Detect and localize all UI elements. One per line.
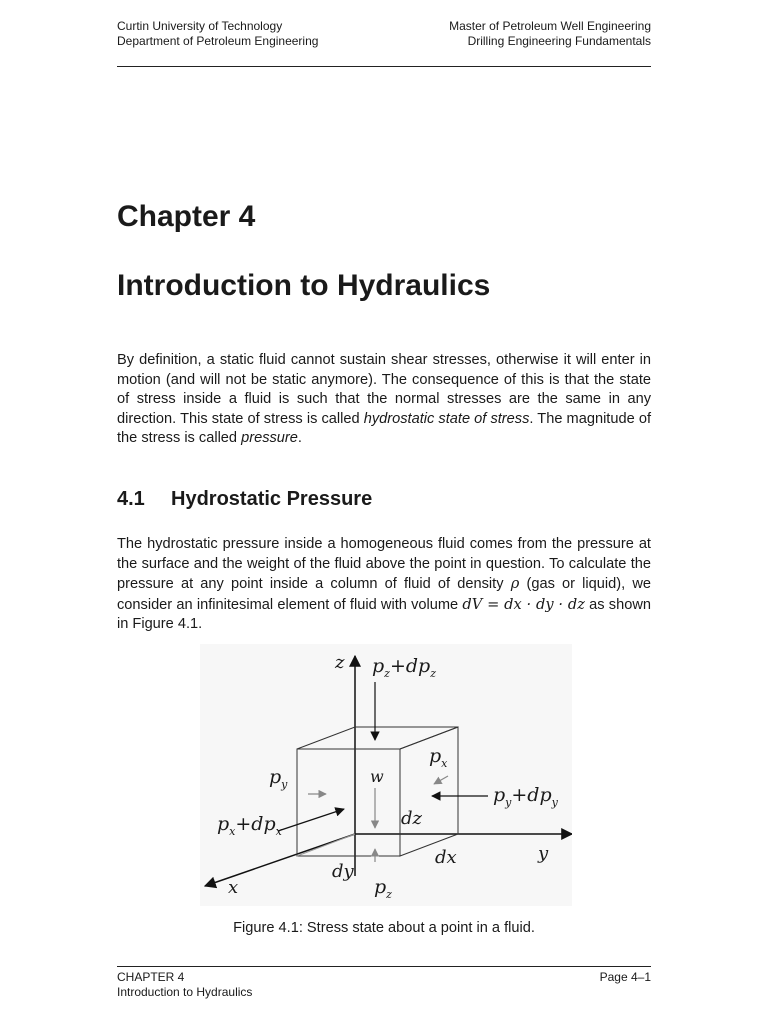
header-department: Department of Petroleum Engineering — [117, 34, 319, 48]
term-hydrostatic-state: hydrostatic state of stress — [363, 410, 530, 427]
intro-paragraph: By definition, a static fluid cannot sustain shear stresses, otherwise it will enter in motion (and will not be static anymore). The consequence of this is that the state of stress inside a fluid is such that the normal stresses are the same in any direction. This state of stress is called hydrostatic state of stress. The magnitude of the stress is called pressure. — [117, 352, 651, 447]
figure-background — [200, 644, 572, 906]
label-dx: dx — [435, 847, 457, 868]
label-y-axis: y — [538, 843, 549, 864]
label-dz: dz — [401, 808, 423, 829]
footer-divider — [117, 966, 651, 967]
label-weight: w — [370, 767, 384, 786]
section-heading — [117, 485, 372, 513]
chapter-label: Chapter 4 — [117, 200, 256, 233]
label-pz: $p_z$ — [374, 876, 392, 901]
label-py-dpy: $p_y+dp_y$ — [493, 784, 558, 809]
footer-chapter: CHAPTER 4 — [117, 970, 185, 984]
fluid-element-diagram — [200, 644, 572, 906]
label-py: $p_y$ — [269, 766, 288, 791]
figure-stress-element — [200, 644, 572, 906]
label-pz-dpz: $p_z+dp_z$ — [372, 655, 437, 680]
header-right — [449, 19, 651, 49]
figure-caption: Figure 4.1: Stress state about a point in a fluid. — [233, 920, 535, 936]
label-px: $p_x$ — [429, 745, 448, 770]
header-university: Curtin University of Technology — [117, 19, 283, 33]
footer-page-number: Page 4–1 — [599, 970, 651, 984]
header-program: Master of Petroleum Well Engineering — [449, 19, 651, 33]
label-x-axis: x — [228, 877, 239, 898]
header-course: Drilling Engineering Fundamentals — [467, 34, 651, 48]
footer-chapter-title: Introduction to Hydraulics — [117, 985, 253, 999]
section-title: Hydrostatic Pressure — [171, 488, 373, 510]
section-paragraph: The hydrostatic pressure inside a homogeneous fluid comes from the pressure at the surface and the weight of the fluid above the point in question. To calculate the pressure at any point inside a column of fluid of density ρ (gas or liquid), we consider an infinitesimal element of fluid with volume dV = dx · dy · dz as shown in Figure 4.1. — [117, 536, 652, 633]
label-z-axis: z — [335, 652, 345, 673]
volume-formula: dV = dx · dy · dz — [462, 595, 585, 613]
density-symbol: ρ — [510, 575, 520, 593]
footer-left — [117, 970, 252, 1000]
label-dy: dy — [332, 861, 354, 882]
label-px-dpx: $p_x+dp_x$ — [217, 813, 282, 838]
term-pressure: pressure — [241, 430, 298, 447]
header-divider — [117, 66, 651, 67]
section-number: 4.1 — [117, 488, 145, 510]
header-left — [117, 19, 318, 49]
chapter-title: Introduction to Hydraulics — [117, 269, 491, 302]
